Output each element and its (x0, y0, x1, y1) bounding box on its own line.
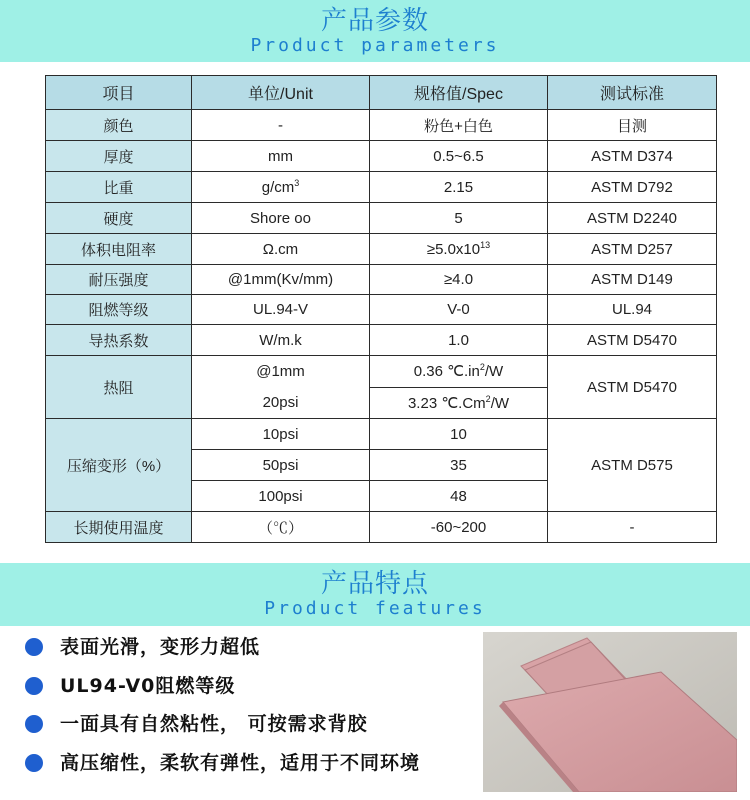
row-label: 比重 (46, 172, 192, 203)
table-row-hardness (46, 203, 717, 234)
parameters-table (45, 75, 717, 543)
bullet-dot-icon (25, 638, 43, 656)
table-row-flame (46, 295, 717, 325)
header-spec: 规格值/Spec (370, 76, 548, 110)
spec-text: ≥5.0x10 (426, 240, 481, 258)
row-label: 硬度 (46, 203, 192, 234)
row-standard: ASTM D149 (548, 265, 717, 295)
row-label: 阻燃等级 (46, 295, 192, 325)
row-unit: （℃） (192, 512, 370, 543)
unit-line-1: @1mm (256, 363, 305, 380)
spec-superscript: 2 (485, 393, 491, 404)
table-row-resistivity (46, 234, 717, 265)
row-spec: 0.5~6.5 (370, 141, 548, 172)
header-standard: 测试标准 (548, 76, 717, 110)
table-row-impedance-1 (46, 356, 717, 388)
row-standard: ASTM D374 (548, 141, 717, 172)
unit-text: g/cm (261, 178, 295, 196)
row-spec: -60~200 (370, 512, 548, 543)
table-header-row (46, 76, 717, 110)
row-spec: 2.15 (370, 172, 548, 203)
bullet-dot-icon (25, 677, 43, 695)
spec-text: 3.23 ℃.Cm (407, 394, 486, 412)
spec-superscript: 2 (479, 362, 485, 373)
row-standard: ASTM D5470 (548, 325, 717, 356)
row-spec: V-0 (370, 295, 548, 325)
row-standard: - (548, 512, 717, 543)
row-unit: W/m.k (192, 325, 370, 356)
features-title-cn: 产品特点 (320, 569, 429, 599)
row-standard: ASTM D5470 (548, 356, 717, 419)
feature-text: 表面光滑，变形力超低 (60, 636, 261, 658)
list-item (22, 667, 420, 706)
header-item: 项目 (46, 76, 192, 110)
table-row-conductivity (46, 325, 717, 356)
feature-text: 高压缩性，柔软有弹性，适用于不同环境 (60, 751, 421, 774)
row-spec: 48 (370, 481, 548, 512)
row-label: 压缩变形（%） (46, 419, 192, 512)
row-spec: 1.0 (370, 325, 548, 356)
row-unit: Ω.cm (192, 234, 370, 265)
row-spec: 10 (370, 419, 548, 450)
row-standard: UL.94 (548, 295, 717, 325)
row-unit (192, 356, 370, 419)
row-unit (192, 172, 370, 203)
row-standard: ASTM D792 (548, 172, 717, 203)
list-item (22, 705, 420, 744)
bullet-dot-icon (25, 715, 43, 733)
row-unit: - (192, 110, 370, 141)
table-row-thickness (46, 141, 717, 172)
spec-tail: /W (490, 394, 510, 412)
row-spec (370, 387, 548, 419)
table-row-voltage (46, 265, 717, 295)
features-banner (0, 563, 750, 626)
row-label: 颜色 (46, 110, 192, 141)
table-row-compression-1 (46, 419, 717, 450)
row-label: 厚度 (46, 141, 192, 172)
row-standard: ASTM D575 (548, 419, 717, 512)
list-item (22, 628, 420, 667)
spec-superscript: 13 (480, 239, 491, 250)
unit-line-2: 20psi (262, 394, 299, 411)
row-standard: ASTM D257 (548, 234, 717, 265)
header-unit: 单位/Unit (192, 76, 370, 110)
row-label: 长期使用温度 (46, 512, 192, 543)
row-standard: 目测 (548, 110, 717, 141)
row-unit: 10psi (192, 419, 370, 450)
feature-text: 一面具有自然粘性， 可按需求背胶 (60, 713, 368, 735)
list-item (22, 744, 420, 783)
parameters-banner (0, 0, 750, 62)
row-spec: 5 (370, 203, 548, 234)
row-spec: 35 (370, 450, 548, 481)
table-row-color (46, 110, 717, 141)
row-unit: @1mm(Kv/mm) (192, 265, 370, 295)
bullet-dot-icon (25, 754, 43, 772)
row-label: 热阻 (46, 356, 192, 419)
spec-text: 0.36 ℃.in (413, 363, 480, 381)
parameters-title-cn: 产品参数 (320, 6, 429, 36)
row-unit: Shore oo (192, 203, 370, 234)
row-label: 导热系数 (46, 325, 192, 356)
row-unit: UL.94-V (192, 295, 370, 325)
features-list (22, 628, 420, 782)
thermal-pad-image (483, 632, 737, 792)
row-spec (370, 234, 548, 265)
spec-tail: /W (484, 363, 504, 381)
row-unit: mm (192, 141, 370, 172)
row-standard: ASTM D2240 (548, 203, 717, 234)
row-spec: 粉色+白色 (370, 110, 548, 141)
row-label: 体积电阻率 (46, 234, 192, 265)
features-title-en: Product features (264, 598, 486, 619)
unit-superscript: 3 (294, 177, 300, 188)
table-row-density (46, 172, 717, 203)
feature-text: UL94-V0阻燃等级 (60, 674, 236, 697)
parameters-title-en: Product parameters (250, 35, 500, 56)
table-row-temperature (46, 512, 717, 543)
row-label: 耐压强度 (46, 265, 192, 295)
row-spec (370, 356, 548, 388)
row-spec: ≥4.0 (370, 265, 548, 295)
product-photo (483, 632, 737, 792)
row-unit: 100psi (192, 481, 370, 512)
row-unit: 50psi (192, 450, 370, 481)
